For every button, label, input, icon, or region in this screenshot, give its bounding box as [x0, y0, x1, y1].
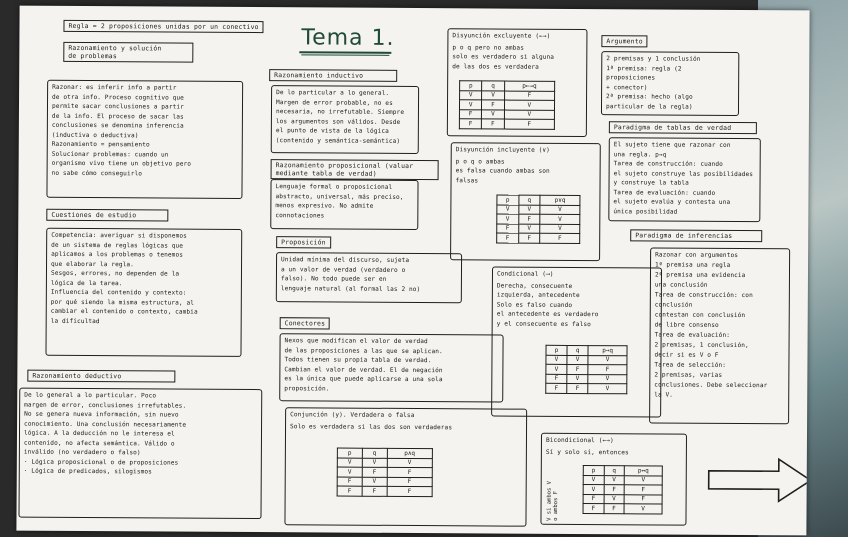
razonamiento-solucion-text: Razonar: es inferir info a partir de otra info. Proceso cognitivo que permite sacar conclusiones a partir de la info. El proceso de sacar las conclusiones se denomina inferencia (inductiva o deductiva) Razonamiento = pensamiento Solucionar problemas: cuando un organismo vivo tiene un objetivo pero no sabe cómo conseguirlo	[51, 83, 192, 177]
table-row	[337, 486, 432, 496]
cuestiones-estudio-tag: Cuestiones de estudio	[46, 209, 168, 222]
table-cell: F	[604, 504, 625, 514]
disyuncion-incluyente-desc: p o q o ambas es falsa cuando ambas son falsas	[455, 157, 550, 184]
paradigma-inferencias-box	[649, 247, 790, 424]
razonamiento-deductivo-box	[18, 388, 262, 519]
table-cell: V	[540, 214, 580, 224]
table-cell: F	[387, 477, 433, 487]
table-row	[497, 205, 580, 215]
table-cell: V	[482, 109, 504, 119]
table-cell: V	[567, 374, 588, 384]
bicondicional-heading: Bicondicional (←→)	[545, 436, 614, 445]
argumento-box	[601, 51, 739, 116]
proposicion-text: Unidad mínima del discurso, sujeta a un valor de verdad (verdadero o falso). No todo puede ser en lenguaje natural (al formal las 2 no)	[280, 256, 421, 293]
table-cell: V	[567, 355, 588, 365]
table-header-cell: p∧q	[387, 448, 433, 458]
table-cell: F	[362, 486, 387, 496]
table-cell: V	[460, 90, 482, 100]
paradigma-tablas-text: El sujeto tiene que razonar con una regla. p→q Tarea de construcción: cuando el sujeto construye las posibilidades y construye la tabla Tarea de evaluación: cuando el sujeto evalúa y contesta una única posibilidad	[613, 141, 754, 216]
table-header-cell: p←→q	[504, 81, 554, 91]
table-row	[497, 233, 580, 243]
table-header-row	[583, 466, 662, 476]
razonamiento-proposicional-box	[270, 179, 418, 230]
page-title: Tema 1.	[301, 25, 395, 51]
table-cell: F	[583, 494, 604, 504]
table-cell: V	[588, 374, 627, 384]
razonamiento-inductivo-tag: Razonamiento inductivo	[269, 69, 397, 82]
table-row	[546, 383, 627, 393]
paradigma-inferencias-text: Razonar con argumentos 1ª premisa una regla 2ª premisa una evidencia una conclusión Tarea de construcción: con conclusión contestan con conclusión de libre consenso Tarea de evaluación: 2 premisas, 1 conclusión, decir si es V o F Tarea de selección: 2 premisas, varias conclusiones. Debe seleccionar la V.	[654, 251, 768, 399]
bicondicional-truth-table	[583, 465, 663, 514]
table-cell: V	[540, 224, 580, 234]
table-cell: V	[546, 355, 567, 365]
disyuncion-excluyente-heading: Disyunción excluyente (←→)	[452, 32, 551, 40]
study-sheet	[16, 6, 809, 536]
table-header-cell: p	[460, 81, 482, 91]
right-arrow-icon	[707, 455, 810, 506]
table-header-row	[460, 81, 555, 91]
table-cell: F	[362, 467, 387, 477]
table-row	[337, 458, 432, 468]
table-cell: V	[337, 467, 362, 477]
condicional-truth-table	[545, 345, 627, 394]
table-cell: F	[459, 109, 481, 119]
razonamiento-deductivo-tag: Razonamiento deductivo	[27, 370, 175, 383]
table-row	[583, 494, 662, 504]
table-row	[583, 485, 662, 495]
table-header-cell: q	[519, 195, 541, 205]
table-cell: F	[518, 233, 540, 243]
table-cell: F	[387, 467, 433, 477]
table-cell: F	[497, 224, 519, 234]
table-cell: V	[588, 355, 627, 365]
disyuncion-incluyente-heading: Disyunción incluyente (∨)	[455, 146, 550, 154]
table-header-cell: q	[604, 466, 625, 476]
paradigma-inferencias-tag: Paradigma de inferencias	[630, 229, 762, 242]
table-cell: V	[624, 504, 662, 514]
proposicion-tag: Proposición	[276, 236, 331, 248]
table-row	[337, 477, 432, 487]
table-cell: F	[459, 119, 481, 129]
table-cell: V	[604, 494, 625, 504]
cuestiones-estudio-text: Competencia: averiguar si disponemos de un sistema de reglas lógicas que aplicamos a los problemas o tenemos que elaborar la regla. Sesgos, errores, no dependen de la lógica de la tarea. Influencia del contenido y contexto: por qué siendo la misma estructura, al cambiar el contenido o contexto, cambia la dificultad	[50, 231, 198, 325]
table-cell: F	[624, 494, 662, 504]
table-cell: F	[604, 485, 625, 495]
table-cell: V	[583, 485, 604, 495]
table-row	[459, 119, 554, 129]
razonamiento-proposicional-text: Lenguaje formal o proposicional abstracto, universal, más preciso, menos expresivo. No admite connotaciones	[275, 183, 404, 219]
table-cell: F	[518, 214, 540, 224]
razonamiento-deductivo-text: De lo general a lo particular. Poco margen de error, conclusiones irrefutables. No se genera nueva información, sin nuevo conocimiento. Una conclusión necesariamente lógica. A la deducción no le interesa el contenido, no afecta semántica. Válido o inválido (no verdadero o falso) · Lógica proposicional o de proposiciones · Lógica de predicados, silogismos	[23, 391, 187, 476]
paradigma-tablas-box	[608, 137, 761, 222]
bicondicional-desc: Sí y solo sí, entonces	[545, 448, 629, 456]
table-cell: V	[459, 100, 481, 110]
table-cell: V	[604, 475, 625, 485]
razonamiento-proposicional-tag: Razonamiento proposicional (valuar mediante tabla de verdad)	[271, 159, 439, 180]
table-cell: V	[497, 214, 519, 224]
razonamiento-inductivo-box	[271, 85, 419, 154]
argumento-tag: Argumento	[601, 35, 648, 47]
condicional-box	[491, 266, 662, 417]
table-header-cell: q	[482, 81, 504, 91]
table-cell: F	[546, 383, 567, 393]
conjuncion-truth-table	[337, 448, 433, 497]
table-cell: F	[567, 383, 588, 393]
table-cell: F	[504, 119, 554, 129]
table-row	[583, 504, 662, 514]
table-row	[583, 475, 662, 485]
table-header-cell: p	[546, 345, 567, 355]
paradigma-tablas-tag: Paradigma de tablas de verdad	[609, 121, 757, 134]
table-row	[460, 90, 555, 100]
table-cell: F	[482, 119, 504, 129]
disyuncion-excluyente-truth-table	[459, 80, 555, 129]
condicional-desc: Derecha, consecuente izquierda, antecedente Solo es falso cuando el antecedente es verdadero y el consecuente es falso	[496, 282, 599, 328]
table-cell: F	[540, 233, 580, 243]
disyuncion-incluyente-truth-table	[496, 195, 580, 244]
conjuncion-desc: Solo es verdadera si las dos son verdaderas	[290, 422, 453, 431]
table-header-row	[546, 345, 627, 355]
table-cell: V	[546, 364, 567, 374]
table-header-cell: p↔q	[624, 466, 662, 476]
regla-tag: Regla = 2 proposiciones unidas por un conectivo	[63, 20, 263, 33]
table-row	[546, 364, 627, 374]
conectores-text: Nexos que modifican el valor de verdad de las proposiciones a las que se aplican. Todos tienen su propia tabla de verdad. Cambian el valor de verdad. El de negación es la única que puede aplicarse a una sola proposición.	[284, 337, 443, 392]
table-cell: V	[588, 384, 627, 394]
table-row	[337, 467, 432, 477]
table-header-row	[497, 195, 580, 205]
table-cell: V	[337, 458, 362, 468]
table-cell: V	[482, 90, 504, 100]
disyuncion-excluyente-desc: p o q pero no ambas solo es verdadero si alguna de las dos es verdadera	[452, 43, 555, 71]
table-cell: F	[497, 233, 519, 243]
table-cell: V	[497, 205, 519, 215]
conjuncion-heading: Conjunción (y). Verdadera o falsa	[290, 411, 415, 420]
table-header-cell: p→q	[588, 346, 627, 356]
table-row	[546, 374, 627, 384]
table-cell: V	[504, 100, 554, 110]
table-cell: F	[504, 91, 554, 101]
table-cell: V	[362, 458, 387, 468]
razonamiento-inductivo-text: De lo particular a lo general. Margen de error probable, no es necesaria, no irrefutable. Siempre los argumentos son válidos. Desde el punto de vista de la lógica (contenido y semántica-semántica)	[275, 89, 405, 145]
table-cell: V	[504, 110, 554, 120]
table-cell: V	[362, 477, 387, 487]
table-cell: F	[387, 486, 433, 496]
table-header-cell: p	[337, 448, 362, 458]
table-header-cell: p	[583, 466, 604, 476]
cuestiones-estudio-box	[45, 228, 242, 357]
table-cell: F	[546, 374, 567, 384]
table-header-cell: p	[497, 195, 519, 205]
table-cell: F	[337, 486, 362, 496]
table-cell: F	[588, 365, 627, 375]
table-cell: F	[567, 364, 588, 374]
table-cell: V	[583, 475, 604, 485]
title-underline-2	[301, 54, 389, 56]
table-header-cell: p∨q	[540, 195, 580, 205]
table-header-cell: q	[362, 448, 387, 458]
table-row	[497, 224, 580, 234]
proposicion-box	[276, 252, 462, 303]
table-cell: V	[387, 458, 433, 468]
argumento-text: 2 premisas y 1 conclusión 1ª premisa: regla (2 proposiciones + conector) 2ª premisa: hecho (algo particular de la regla)	[605, 55, 701, 111]
condicional-heading: Condicional (⟶)	[496, 270, 554, 278]
table-row	[546, 355, 627, 365]
table-cell: V	[624, 475, 662, 485]
razonamiento-solucion-tag: Razonamiento y solución de problemas	[63, 42, 193, 63]
table-cell: V	[518, 224, 540, 234]
bicondicional-side-note: V si ambos V o ambos F	[546, 481, 560, 521]
conectores-tag: Conectores	[280, 317, 331, 329]
table-cell: V	[540, 205, 580, 215]
table-cell: V	[518, 205, 540, 215]
table-row	[497, 214, 580, 224]
table-row	[459, 109, 554, 119]
razonamiento-solucion-box	[46, 80, 243, 199]
table-cell: F	[482, 100, 504, 110]
table-row	[459, 100, 554, 110]
table-cell: F	[624, 485, 662, 495]
table-cell: F	[337, 477, 362, 487]
table-cell: F	[583, 504, 604, 514]
table-header-cell: q	[567, 345, 588, 355]
conjuncion-table-header	[337, 448, 432, 458]
conectores-box	[279, 333, 503, 402]
